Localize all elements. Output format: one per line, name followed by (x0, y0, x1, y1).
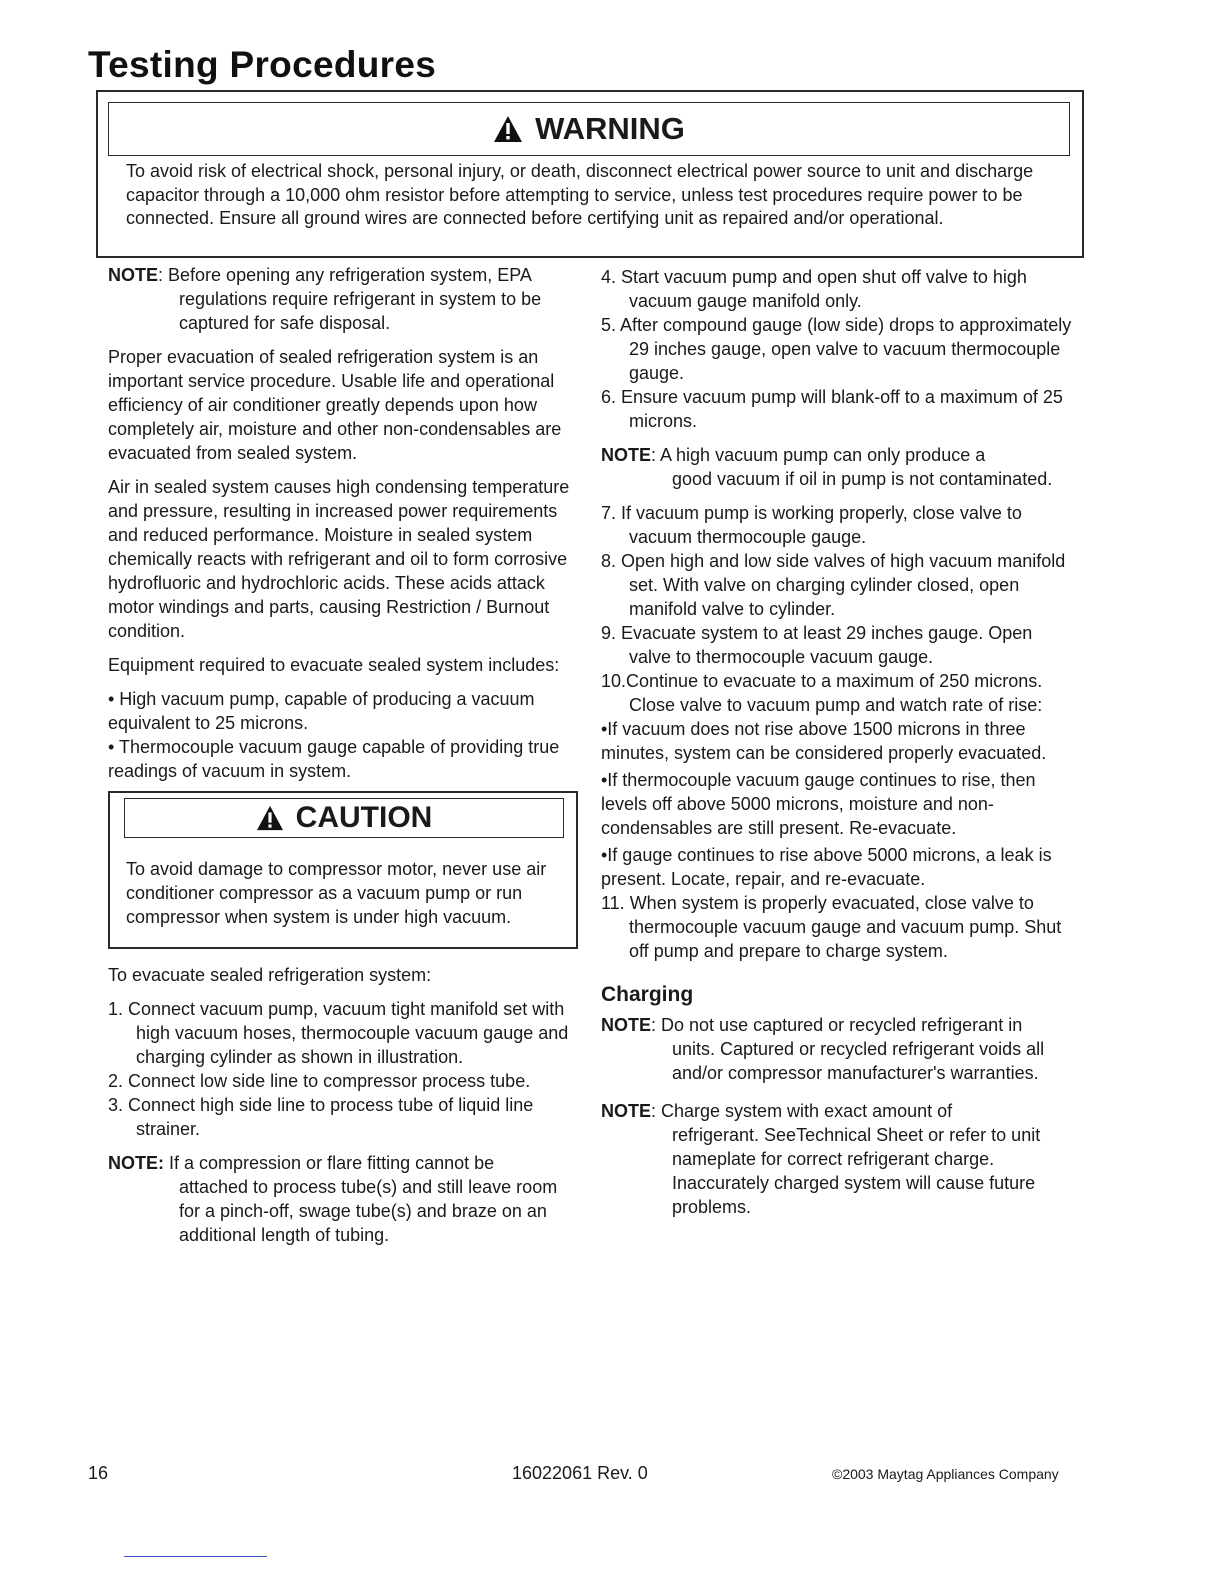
note-text-cont: good vacuum if oil in pump is not contaminated. (672, 469, 1053, 489)
warning-box (96, 90, 1084, 258)
paragraph-evacuation: Proper evacuation of sealed refrigeration system is an important service procedure. Usable life and operational efficiency of air conditioner greatly depends upon how completely air, moisture and other non-condensables are evacuated from sealed system. (108, 347, 562, 463)
note-text-cont: refrigerant. SeeTechnical Sheet or refer to unit nameplate for correct refrigerant charge. Inaccurately charged system will cause future problems. (672, 1125, 1041, 1217)
note-text: : Charge system with exact amount of (651, 1101, 953, 1121)
note-epa (108, 263, 578, 335)
divider-line (124, 1556, 267, 1557)
step-8: 8. Open high and low side valves of high vacuum manifold set. With valve on charging cylinder closed, open manifold valve to cylinder. (601, 551, 1066, 619)
note-label: NOTE (601, 1015, 652, 1035)
copyright: ©2003 Maytag Appliances Company (832, 1466, 1059, 1482)
step-10: 10.Continue to evacuate to a maximum of 250 microns. Close valve to vacuum pump and watch rate of rise: (601, 671, 1043, 715)
bullet-vacuum-pump: • High vacuum pump, capable of producing a vacuum equivalent to 25 microns. (108, 689, 535, 733)
caution-label: CAUTION (295, 801, 433, 834)
note-text: : A high vacuum pump can only produce a (651, 445, 986, 465)
bullet-rise-5000: •If thermocouple vacuum gauge continues to rise, then levels off above 5000 microns, moisture and non-condensables are still present. Re-evacuate. (601, 770, 1036, 838)
note-text: : Before opening any refrigeration system, EPA (158, 265, 532, 285)
paragraph-equipment: Equipment required to evacuate sealed system includes: (108, 655, 560, 675)
bullet-rise-1500: •If vacuum does not rise above 1500 microns in three minutes, system can be considered properly evacuated. (601, 719, 1047, 763)
warning-text: To avoid risk of electrical shock, personal injury, or death, disconnect electrical power source to unit and discharge capacitor through a 10,000 ohm resistor before attempting to service, unless test procedures require power to be connected. Ensure all ground wires are connected before certifying unit as repaired and/or operational. (126, 161, 1034, 228)
step-2: 2. Connect low side line to compressor process tube. (108, 1071, 531, 1091)
caution-header (124, 798, 564, 838)
warning-label: WARNING (535, 111, 685, 146)
right-column (601, 265, 1076, 1229)
step-9: 9. Evacuate system to at least 29 inches gauge. Open valve to thermocouple vacuum gauge. (601, 623, 1033, 667)
note-charge-amount (601, 1099, 1076, 1219)
step-11: 11. When system is properly evacuated, close valve to thermocouple vacuum gauge and vacuum pump. Shut off pump and prepare to charge system. (601, 893, 1062, 961)
doc-number: 16022061 Rev. 0 (512, 1463, 648, 1483)
note-label: NOTE (601, 1101, 652, 1121)
note-text: : Do not use captured or recycled refrigerant in (651, 1015, 1023, 1035)
step-5: 5. After compound gauge (low side) drops to approximately 29 inches gauge, open valve to vacuum thermocouple gauge. (601, 315, 1072, 383)
note-label: NOTE (601, 445, 652, 465)
note-pump-oil (601, 443, 1076, 491)
caution-triangle-icon (256, 805, 284, 831)
step-7: 7. If vacuum pump is working properly, close valve to vacuum thermocouple gauge. (601, 503, 1022, 547)
page-number: 16 (88, 1463, 109, 1483)
step-6: 6. Ensure vacuum pump will blank-off to a maximum of 25 microns. (601, 387, 1063, 431)
left-column (108, 263, 578, 1257)
warning-triangle-icon (493, 115, 523, 143)
step-4: 4. Start vacuum pump and open shut off valve to high vacuum gauge manifold only. (601, 267, 1027, 311)
note-text-cont: units. Captured or recycled refrigerant voids all and/or compressor manufacturer's warranties. (672, 1039, 1045, 1083)
note-label: NOTE: (108, 1153, 164, 1173)
note-fitting (108, 1151, 578, 1247)
bullet-leak: •If gauge continues to rise above 5000 microns, a leak is present. Locate, repair, and re-evacuate. (601, 845, 1052, 889)
step-1: 1. Connect vacuum pump, vacuum tight manifold set with high vacuum hoses, thermocouple vacuum gauge and charging cylinder as shown in illustration. (108, 999, 569, 1067)
note-text: If a compression or flare fitting cannot be (164, 1153, 495, 1173)
note-text-cont: regulations require refrigerant in system to be captured for safe disposal. (179, 289, 542, 333)
warning-header (108, 102, 1070, 156)
paragraph-air: Air in sealed system causes high condensing temperature and pressure, resulting in increased power requirements and reduced performance. Moisture in sealed system chemically reacts with refrigerant and oil to form corrosive hydrofluoric and hydrochloric acids. These acids attack motor windings and parts, causing Restriction / Burnout condition. (108, 477, 570, 641)
bullet-thermocouple: • Thermocouple vacuum gauge capable of providing true readings of vacuum in system. (108, 737, 560, 781)
note-label: NOTE (108, 265, 159, 285)
note-text-cont: attached to process tube(s) and still leave room for a pinch-off, swage tube(s) and braze on an additional length of tubing. (179, 1177, 558, 1245)
caution-box (108, 791, 578, 949)
note-recycled (601, 1013, 1076, 1085)
charging-heading: Charging (601, 983, 694, 1006)
step-3: 3. Connect high side line to process tube of liquid line strainer. (108, 1095, 534, 1139)
page-title: Testing Procedures (88, 44, 437, 85)
caution-text: To avoid damage to compressor motor, never use air conditioner compressor as a vacuum pump or run compressor when system is under high vacuum. (126, 859, 547, 927)
paragraph-to-evacuate: To evacuate sealed refrigeration system: (108, 965, 432, 985)
